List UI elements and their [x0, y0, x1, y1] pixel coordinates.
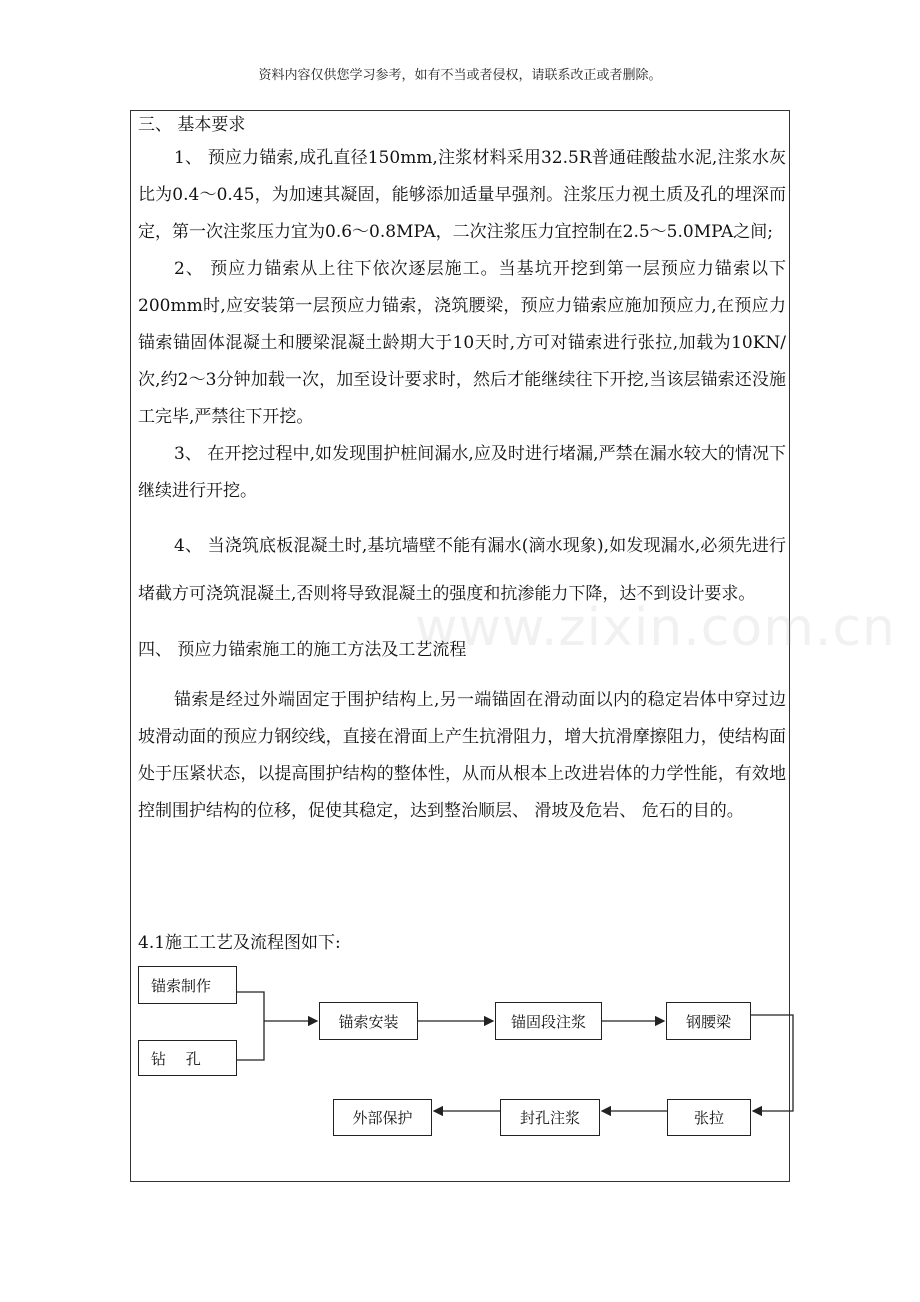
node-protect: 外部保护 — [333, 1099, 432, 1136]
section-3-heading: 三、 基本要求 — [138, 115, 246, 135]
merge-connector — [237, 992, 264, 1060]
node-anchor-install: 锚索安装 — [319, 1002, 418, 1040]
section-4-heading: 四、 预应力锚索施工的施工方法及工艺流程 — [138, 640, 467, 660]
requirement-item-4: 4、 当浇筑底板混凝土时,基坑墙壁不能有漏水(滴水现象),如发现漏水,必须先进行堵截方可浇筑混凝土,否则将导致混凝土的强度和抗渗能力下降，达不到设计要求。 — [138, 536, 786, 604]
disclaimer-header: 资料内容仅供您学习参考，如有不当或者侵权，请联系改正或者删除。 — [258, 68, 662, 83]
flow-chart-title: 4.1施工工艺及流程图如下: — [138, 933, 341, 953]
node-tension: 张拉 — [667, 1099, 751, 1136]
node-anchor-make: 锚索制作 — [138, 966, 237, 1004]
requirement-item-1: 1、 预应力锚索,成孔直径150mm,注浆材料采用32.5R普通硅酸盐水泥,注浆水灰比为0.4～0.45，为加速其凝固，能够添加适量早强剂。注浆压力视土质及孔的埋深而定，第一次注浆压力宜为0.6～0.8MPA，二次注浆压力宜控制在2.5～5.0MPA之间; — [138, 148, 786, 242]
section-4-paragraph: 锚索是经过外端固定于围护结构上,另一端锚固在滑动面以内的稳定岩体中穿过边坡滑动面的预应力钢绞线，直接在滑面上产生抗滑阻力，增大抗滑摩擦阻力，使结构面处于压紧状态，以提高围护结构的整体性，从而从根本上改进岩体的力学性能，有效地控制围护结构的位移，促使其稳定，达到整治顺层、 滑坡及危岩、 危石的目的。 — [138, 690, 786, 821]
node-seal-grout: 封孔注浆 — [500, 1099, 600, 1136]
watermark-text: www.zixin.com.cn — [415, 598, 896, 658]
node-anchor-grout: 锚固段注浆 — [495, 1002, 602, 1040]
requirement-item-2: 2、 预应力锚索从上往下依次逐层施工。当基坑开挖到第一层预应力锚索以下200mm时,应安装第一层预应力锚索，浇筑腰梁，预应力锚索应施加预应力,在预应力锚索锚固体混凝土和腰梁混凝土龄期大于10天时,方可对锚索进行张拉,加载为10KN/次,约2～3分钟加载一次，加至设计要求时，然后才能继续往下开挖,当该层锚索还没施工完毕,严禁往下开挖。 — [138, 259, 786, 427]
node-drill-hole: 钻 孔 — [138, 1040, 237, 1076]
arrow-to-tension — [751, 1015, 793, 1111]
requirement-item-3: 3、 在开挖过程中,如发现围护桩间漏水,应及时进行堵漏,严禁在漏水较大的情况下继续进行开挖。 — [138, 444, 786, 501]
node-steel-beam: 钢腰梁 — [666, 1002, 751, 1040]
